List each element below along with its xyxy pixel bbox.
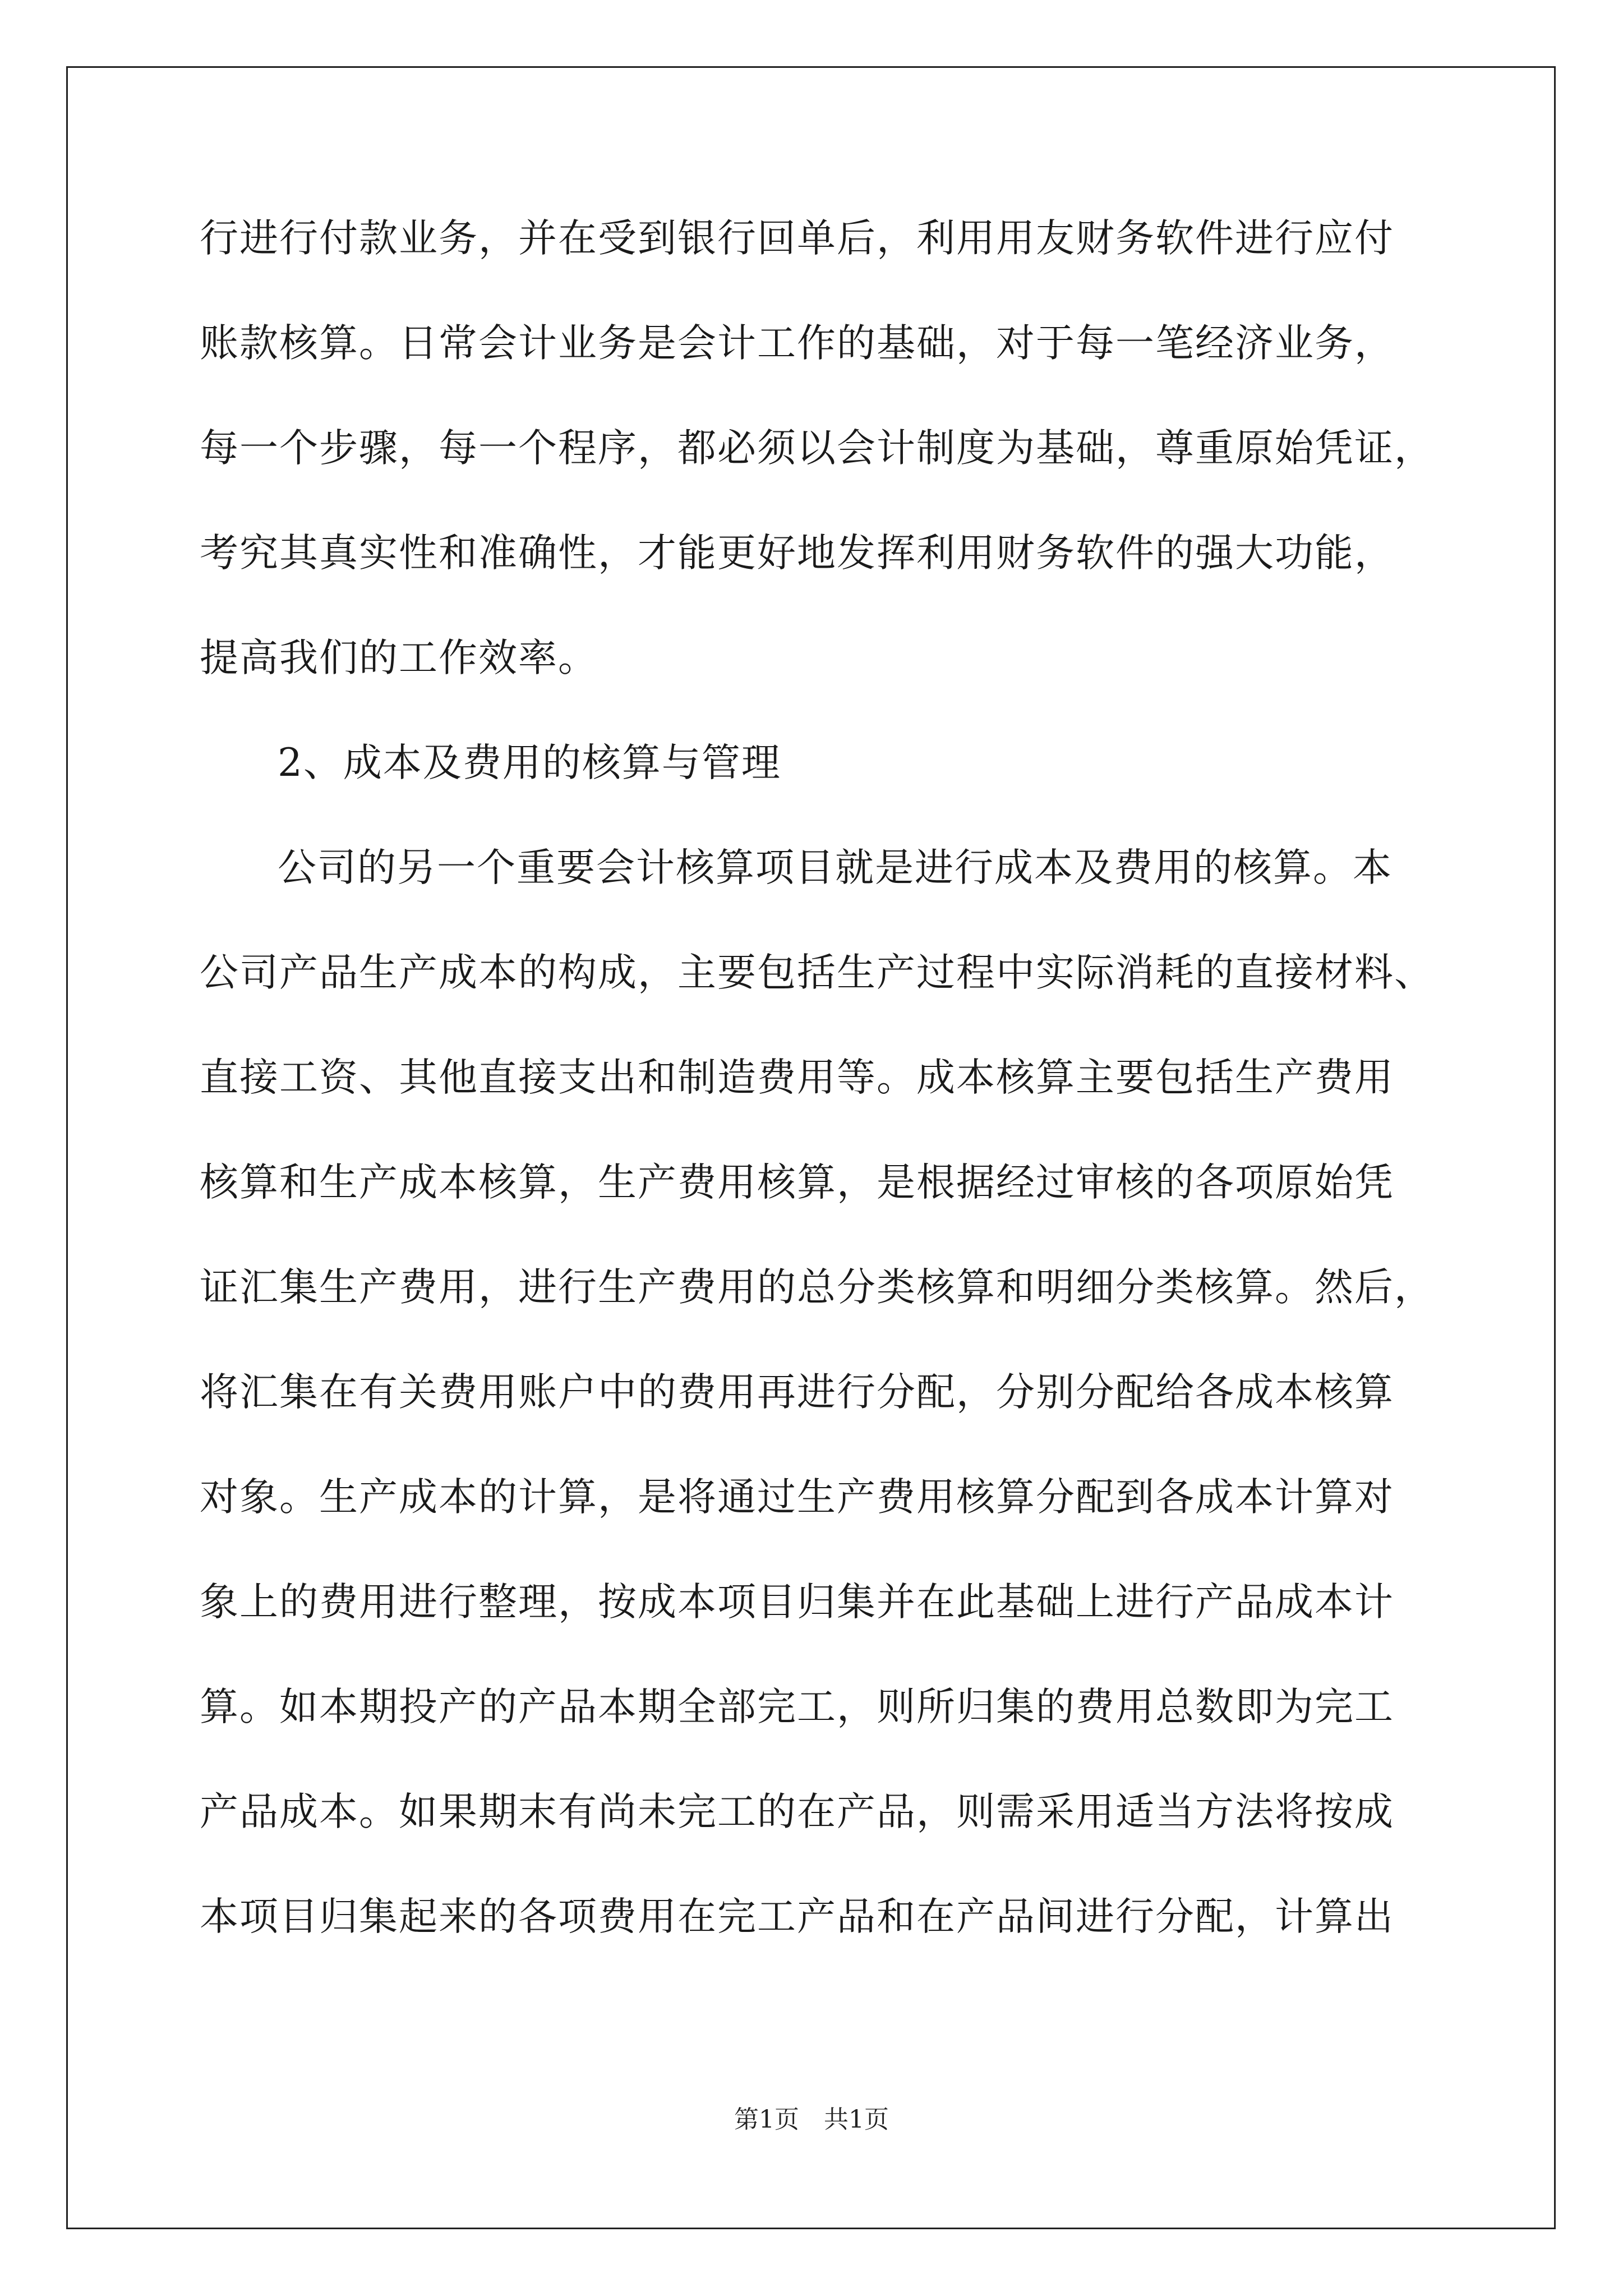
text-line: 核算和生产成本核算，生产费用核算，是根据经过审核的各项原始凭: [200, 1160, 1394, 1205]
section-heading: 2、成本及费用的核算与管理: [278, 740, 781, 785]
text-line: 每一个步骤，每一个程序，都必须以会计制度为基础，尊重原始凭证，: [200, 426, 1434, 471]
text-line: 产品成本。如果期末有尚未完工的在产品，则需采用适当方法将按成: [200, 1789, 1394, 1834]
text-line: 考究其真实性和准确性，才能更好地发挥利用财务软件的强大功能，: [200, 531, 1394, 576]
document-body: [200, 216, 1433, 1999]
text-line: 对象。生产成本的计算，是将通过生产费用核算分配到各成本计算对: [200, 1475, 1394, 1520]
text-line: 算。如本期投产的产品本期全部完工，则所归集的费用总数即为完工: [200, 1685, 1394, 1729]
text-line: 提高我们的工作效率。: [200, 636, 598, 680]
text-line: 账款核算。日常会计业务是会计工作的基础，对于每一笔经济业务，: [200, 321, 1394, 366]
text-line: 公司产品生产成本的构成，主要包括生产过程中实际消耗的直接材料、: [200, 950, 1434, 995]
page-total: 共1页: [824, 2105, 889, 2134]
page-number: 第1页: [734, 2105, 799, 2134]
text-line: 行进行付款业务，并在受到银行回单后，利用用友财务软件进行应付: [200, 216, 1394, 261]
text-line: 将汇集在有关费用账户中的费用再进行分配，分别分配给各成本核算: [200, 1370, 1394, 1415]
text-line: 象上的费用进行整理，按成本项目归集并在此基础上进行产品成本计: [200, 1580, 1394, 1625]
text-line: 直接工资、其他直接支出和制造费用等。成本核算主要包括生产费用: [200, 1055, 1394, 1100]
text-line: 本项目归集起来的各项费用在完工产品和在产品间进行分配，计算出: [200, 1894, 1394, 1939]
text-line: 证汇集生产费用，进行生产费用的总分类核算和明细分类核算。然后，: [200, 1265, 1434, 1310]
page-footer: [0, 2105, 1623, 2134]
text-line: 公司的另一个重要会计核算项目就是进行成本及费用的核算。本: [278, 845, 1393, 890]
